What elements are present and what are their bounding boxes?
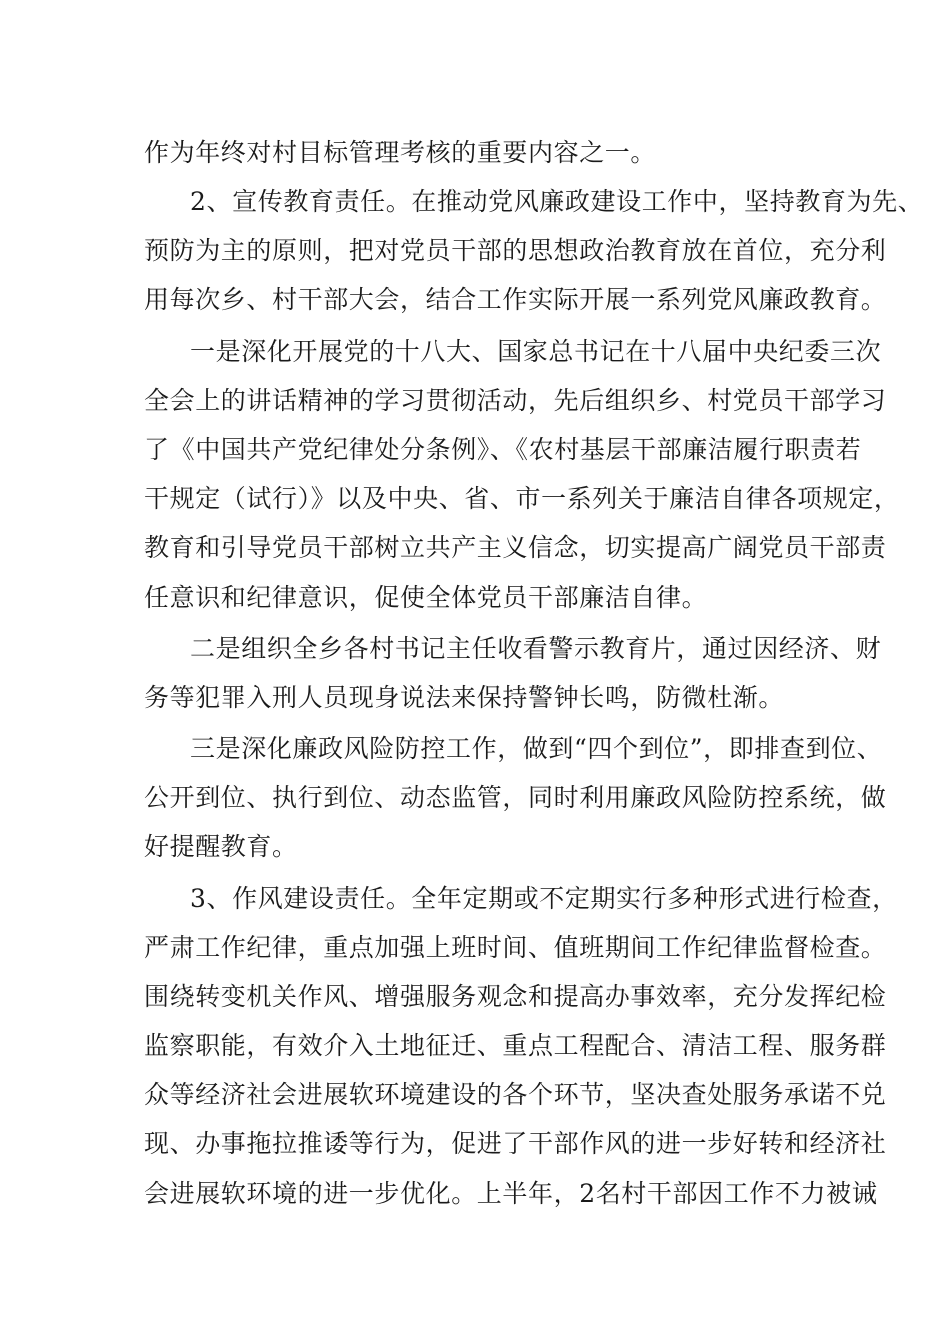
text-line: 众等经济社会进展软环境建设的各个环节，坚决查处服务承诺不兑 bbox=[144, 1080, 887, 1109]
text-line: 任意识和纪律意识，促使全体党员干部廉洁自律。 bbox=[144, 583, 708, 612]
text-line: 二是组织全乡各村书记主任收看警示教育片，通过因经济、财 bbox=[190, 634, 882, 663]
text-line: 全会上的讲话精神的学习贯彻活动，先后组织乡、村党员干部学习 bbox=[144, 386, 887, 415]
text-line: 预防为主的原则，把对党员干部的思想政治教育放在首位，充分利 bbox=[144, 236, 887, 265]
text-line: 教育和引导党员干部树立共产主义信念，切实提高广阔党员干部责 bbox=[144, 533, 887, 562]
text-line: 一是深化开展党的十八大、国家总书记在十八届中央纪委三次 bbox=[190, 337, 882, 366]
text-line: 作为年终对村目标管理考核的重要内容之一。 bbox=[144, 138, 657, 167]
text-line: 好提醒教育。 bbox=[144, 832, 298, 861]
text-line: 现、办事拖拉推诿等行为，促进了干部作风的进一步好转和经济社 bbox=[144, 1129, 887, 1158]
text-line: 公开到位、执行到位、动态监管，同时利用廉政风险防控系统，做 bbox=[144, 783, 887, 812]
text-line: 3、作风建设责任。全年定期或不定期实行多种形式进行检查， bbox=[190, 884, 898, 913]
text-line: 围绕转变机关作风、增强服务观念和提高办事效率，充分发挥纪检 bbox=[144, 982, 887, 1011]
text-line: 干规定（试行）》以及中央、省、市一系列关于廉洁自律各项规定， bbox=[144, 484, 900, 513]
text-line: 务等犯罪入刑人员现身说法来保持警钟长鸣，防微杜渐。 bbox=[144, 683, 785, 712]
text-line: 用每次乡、村干部大会，结合工作实际开展一系列党风廉政教育。 bbox=[144, 285, 887, 314]
text-line: 2、宣传教育责任。在推动党风廉政建设工作中，坚持教育为先、 bbox=[190, 187, 924, 216]
text-line: 三是深化廉政风险防控工作，做到“四个到位”，即排查到位、 bbox=[190, 734, 883, 763]
text-line: 会进展软环境的进一步优化。上半年，2名村干部因工作不力被诫 bbox=[144, 1179, 878, 1208]
text-line: 了《中国共产党纪律处分条例》、《农村基层干部廉洁履行职责若 bbox=[144, 435, 862, 464]
text-line: 严肃工作纪律，重点加强上班时间、值班期间工作纪律监督检查。 bbox=[144, 933, 887, 962]
text-line: 监察职能，有效介入土地征迁、重点工程配合、清洁工程、服务群 bbox=[144, 1031, 887, 1060]
